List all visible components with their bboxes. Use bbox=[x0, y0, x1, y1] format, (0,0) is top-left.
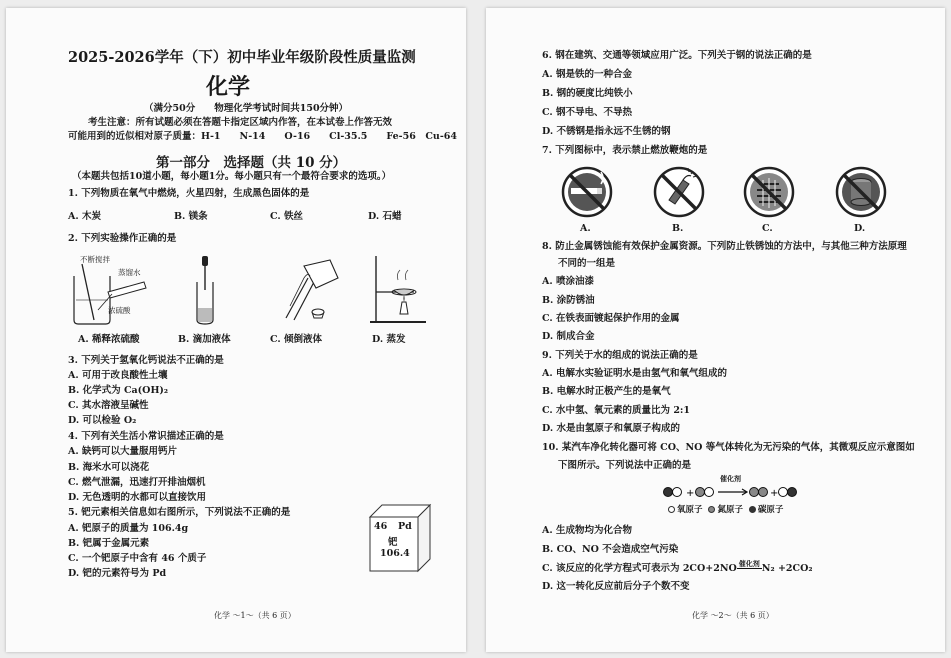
section-title: 第一部分 选择题（共 10 分） bbox=[156, 155, 347, 171]
q8-stem-2: 不同的一组是 bbox=[558, 258, 616, 269]
q5-option-a: A. 钯原子的质量为 106.4g bbox=[68, 523, 189, 534]
q7-option-b: B. bbox=[672, 223, 684, 234]
legend: 氧原子 氮原子 碳原子 bbox=[668, 505, 783, 516]
page-1-footer: 化学 ～1～（共 6 页） bbox=[214, 611, 296, 620]
page-2-footer: 化学 ～2～（共 6 页） bbox=[692, 611, 774, 620]
exam-title: 2025-2026学年（下）初中毕业年级阶段性质量监测 bbox=[68, 49, 416, 66]
q6-option-d: D. 不锈钢是指永远不生锈的钢 bbox=[542, 126, 671, 137]
q9-option-c: C. 水中氢、氧元素的质量比为 2:1 bbox=[542, 405, 691, 416]
q4-option-a: A. 缺钙可以大量服用钙片 bbox=[68, 446, 177, 457]
q10-option-b: B. CO、NO 不会造成空气污染 bbox=[542, 544, 679, 555]
no-firecrackers-sign-icon bbox=[743, 166, 795, 218]
q7-option-c: C. bbox=[762, 223, 773, 234]
pd-atomic-number: 46 bbox=[374, 521, 388, 532]
q10-option-c bbox=[542, 559, 813, 575]
q8-option-d: D. 制成合金 bbox=[542, 331, 595, 342]
q8-stem: 8. 防止金属锈蚀能有效保护金属资源。下列防止铁锈蚀的方法中，与其他三种方法原理 bbox=[542, 241, 907, 252]
q2-fig-label-water: 蒸馏水 bbox=[118, 268, 141, 277]
q10-stem: 10. 某汽车净化转化器可将 CO、NO 等气体转化为无污染的气体，其微观反应示意图如 bbox=[542, 442, 915, 453]
q7-option-d: D. bbox=[854, 223, 866, 234]
q10-option-c-equation-right: N₂ +2CO₂ bbox=[761, 563, 813, 574]
q10-option-c-catalyst: 催化剂 bbox=[738, 559, 760, 568]
q3-option-b: B. 化学式为 Ca(OH)₂ bbox=[68, 385, 169, 396]
q6-stem: 6. 钢在建筑、交通等领域应用广泛。下列关于钢的说法正确的是 bbox=[542, 50, 812, 61]
q7-option-a: A. bbox=[580, 223, 591, 234]
q7-stem: 7. 下列图标中，表示禁止燃放鞭炮的是 bbox=[542, 145, 708, 156]
q3-option-d: D. 可以检验 O₂ bbox=[68, 415, 137, 426]
q2-stem: 2. 下列实验操作正确的是 bbox=[68, 233, 177, 244]
q2-option-a: A. 稀释浓硫酸 bbox=[78, 334, 140, 345]
q3-option-a: A. 可用于改良酸性土壤 bbox=[68, 370, 168, 381]
exam-page-1 bbox=[6, 8, 466, 652]
no-explosives-sign-icon bbox=[835, 166, 887, 218]
svg-text:+: + bbox=[770, 488, 779, 499]
q8-option-c: C. 在铁表面镀起保护作用的金属 bbox=[542, 313, 680, 324]
q8-option-b: B. 涂防锈油 bbox=[542, 295, 595, 306]
q1-stem: 1. 下列物质在氧气中燃烧，火星四射，生成黑色固体的是 bbox=[68, 188, 310, 199]
q2-figure-d bbox=[368, 252, 428, 328]
no-fireworks-sign-icon bbox=[653, 166, 705, 218]
q6-option-c: C. 钢不导电、不导热 bbox=[542, 107, 633, 118]
q2-figure-a bbox=[68, 258, 160, 326]
q6-option-a: A. 钢是铁的一种合金 bbox=[542, 69, 632, 80]
q9-stem: 9. 下列关于水的组成的说法正确的是 bbox=[542, 350, 698, 361]
exam-page-2 bbox=[486, 8, 945, 652]
notice-line-2: 可能用到的近似相对原子质量：H-1 N-14 O-16 Cl-35.5 Fe-56 Cu-64 bbox=[68, 131, 457, 142]
q2-figure-b bbox=[189, 254, 223, 326]
q4-option-d: D. 无色透明的水都可以直接饮用 bbox=[68, 492, 207, 503]
q4-stem: 4. 下列有关生活小常识描述正确的是 bbox=[68, 431, 224, 442]
q1-option-c: C. 铁丝 bbox=[270, 211, 304, 222]
q9-option-b: B. 电解水时正极产生的是氧气 bbox=[542, 386, 671, 397]
score-line: （满分50分 物理化学考试时间共150分钟） bbox=[144, 103, 349, 114]
q9-option-d: D. 水是由氢原子和氧原子构成的 bbox=[542, 423, 681, 434]
q3-option-c: C. 其水溶液呈碱性 bbox=[68, 400, 149, 411]
q2-fig-label-acid: 浓硫酸 bbox=[108, 306, 131, 315]
q9-option-a: A. 电解水实验证明水是由氢气和氧气组成的 bbox=[542, 368, 727, 379]
section-note: （本题共包括10道小题，每小题1分。每小题只有一个最符合要求的选项。） bbox=[72, 171, 392, 182]
pd-symbol: Pd bbox=[398, 521, 412, 532]
q5-option-d: D. 钯的元素符号为 Pd bbox=[68, 568, 167, 579]
q10-option-d: D. 这一转化反应前后分子个数不变 bbox=[542, 581, 690, 592]
pd-atomic-mass: 106.4 bbox=[380, 548, 410, 559]
q2-fig-label-stir: 不断搅拌 bbox=[80, 255, 110, 264]
q1-option-b: B. 镁条 bbox=[174, 211, 208, 222]
q4-option-b: B. 海米水可以浇花 bbox=[68, 462, 150, 473]
q2-figure-c bbox=[268, 258, 344, 326]
q1-option-d: D. 石蜡 bbox=[368, 211, 402, 222]
q5-option-c: C. 一个钯原子中含有 46 个质子 bbox=[68, 553, 207, 564]
no-smoking-sign-icon bbox=[561, 166, 613, 218]
nitrogen-atom-icon bbox=[708, 506, 715, 513]
notice-line-1: 考生注意：所有试题必须在答题卡指定区域内作答，在本试卷上作答无效 bbox=[88, 117, 393, 128]
subject-title: 化学 bbox=[206, 74, 251, 100]
q6-option-b: B. 钢的硬度比纯铁小 bbox=[542, 88, 633, 99]
q5-stem: 5. 钯元素相关信息如右图所示，下列说法不正确的是 bbox=[68, 507, 291, 518]
q5-option-b: B. 钯属于金属元素 bbox=[68, 538, 150, 549]
q10-stem-2: 下图所示。下列说法中正确的是 bbox=[558, 460, 692, 471]
q10-option-a: A. 生成物均为化合物 bbox=[542, 525, 632, 536]
pd-name: 钯 bbox=[388, 537, 398, 548]
q2-option-c: C. 倾倒液体 bbox=[270, 334, 323, 345]
q1-option-a: A. 木炭 bbox=[68, 211, 101, 222]
reaction-diagram bbox=[662, 482, 802, 502]
q10-option-c-equation-left: C. 该反应的化学方程式可表示为 2CO+2NO bbox=[542, 563, 737, 574]
q2-option-b: B. 滴加液体 bbox=[178, 334, 231, 345]
q8-option-a: A. 喷涂油漆 bbox=[542, 276, 594, 287]
carbon-atom-icon bbox=[749, 506, 756, 513]
q4-option-c: C. 燃气泄漏，迅速打开排油烟机 bbox=[68, 477, 206, 488]
oxygen-atom-icon bbox=[668, 506, 675, 513]
pd-element-box-frame bbox=[368, 503, 432, 573]
catalyst-label: 催化剂 bbox=[720, 474, 741, 483]
svg-text:+: + bbox=[686, 488, 695, 499]
q3-stem: 3. 下列关于氢氧化钙说法不正确的是 bbox=[68, 355, 224, 366]
q2-option-d: D. 蒸发 bbox=[372, 334, 406, 345]
